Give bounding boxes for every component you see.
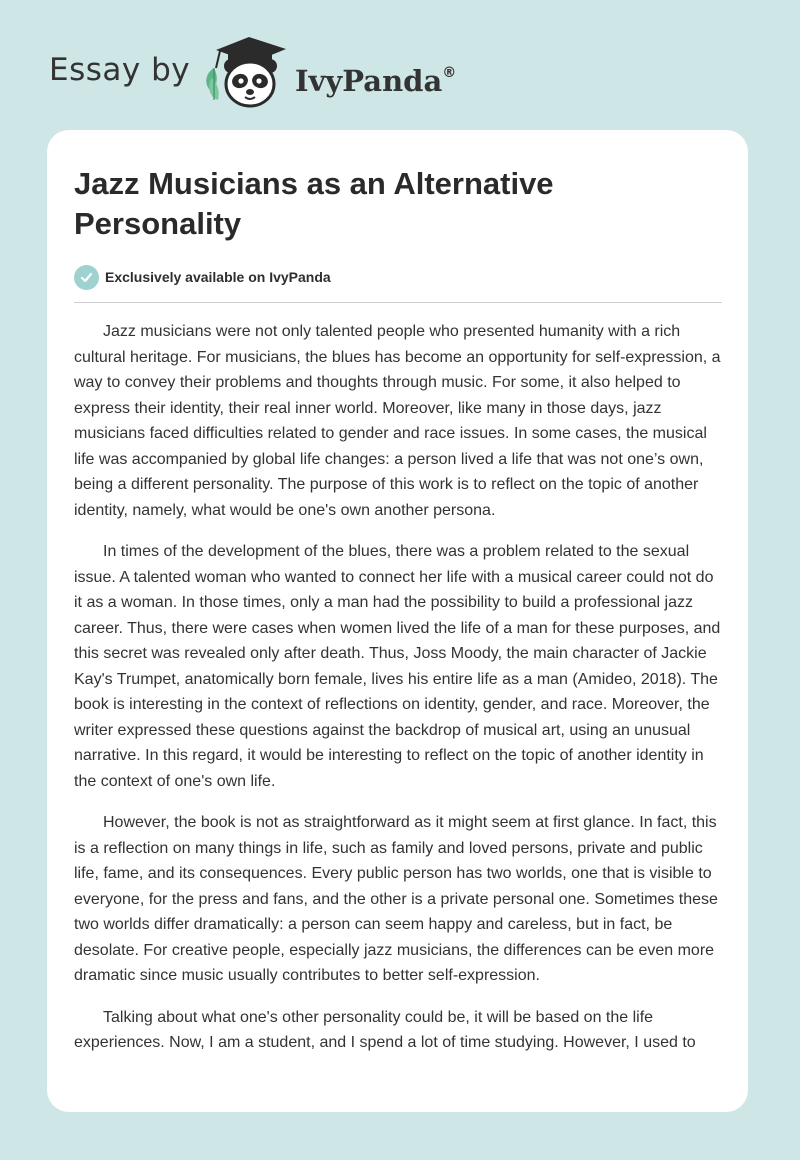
paragraph: Talking about what one's other personality could be, it will be based on the life experiences. Now, I am a student, and I spend a lot of time studying. However, I used to	[74, 1008, 696, 1051]
essay-body	[74, 319, 724, 1072]
paragraph: Jazz musicians were not only talented people who presented humanity with a rich cultural heritage. For musicians, the blues has become an opportunity for self-expression, a way to convey their problems and thoughts through music. For some, it also helped to express their identity, their real inner world. Moreover, like many in those days, jazz musicians faced difficulties related to gender and race issues. In some cases, the musical life was accompanied by global life changes: a person lived a life that was not one’s own, being a different personality. The purpose of this work is to reflect on the topic of another identity, namely, what would be one's own another persona.	[74, 323, 721, 519]
registered-mark: ®	[442, 65, 457, 81]
title-divider	[74, 302, 722, 303]
brand-text: IvyPanda	[295, 64, 443, 98]
panda-graduate-logo-icon[interactable]	[200, 34, 290, 110]
ivypanda-brand-name[interactable]	[295, 54, 456, 100]
essay-card	[47, 130, 748, 1112]
check-circle-icon	[74, 265, 99, 290]
essay-by-label: Essay by	[49, 52, 191, 88]
paragraph: In times of the development of the blues, there was a problem related to the sexual issue. A talented woman who wanted to connect her life with a musical career could not do it as a woman. In those times, only a man had the possibility to build a professional jazz career. Thus, there were cases when women lived the life of a man for these purposes, and this secret was revealed only after death. Thus, Joss Moody, the main character of Jackie Kay's Trumpet, anatomically born female, lives his entire life as a man (Amideo, 2018). The book is interesting in the context of reflections on identity, gender, and race. Moreover, the writer expressed these questions against the backdrop of musical art, using an unusual narrative. In this regard, it would be interesting to reflect on the topic of another identity in the context of one's own life.	[74, 543, 721, 790]
paragraph: However, the book is not as straightforward as it might seem at first glance. In fact, this is a reflection on many things in life, such as family and loved persons, private and public life, fame, and its consequences. Every public person has two worlds, one that is visible to everyone, for the press and fans, and the other is a private personal one. Sometimes these two worlds differ dramatically: a person can seem happy and careless, but in fact, be desolate. For creative people, especially jazz musicians, the differences can be even more dramatic since music usually contributes to better self-expression.	[74, 814, 718, 984]
site-header	[0, 0, 800, 130]
exclusive-label: Exclusively available on IvyPanda	[105, 269, 331, 285]
exclusive-badge	[74, 264, 331, 290]
essay-title: Jazz Musicians as an Alternative Personality	[74, 166, 554, 241]
